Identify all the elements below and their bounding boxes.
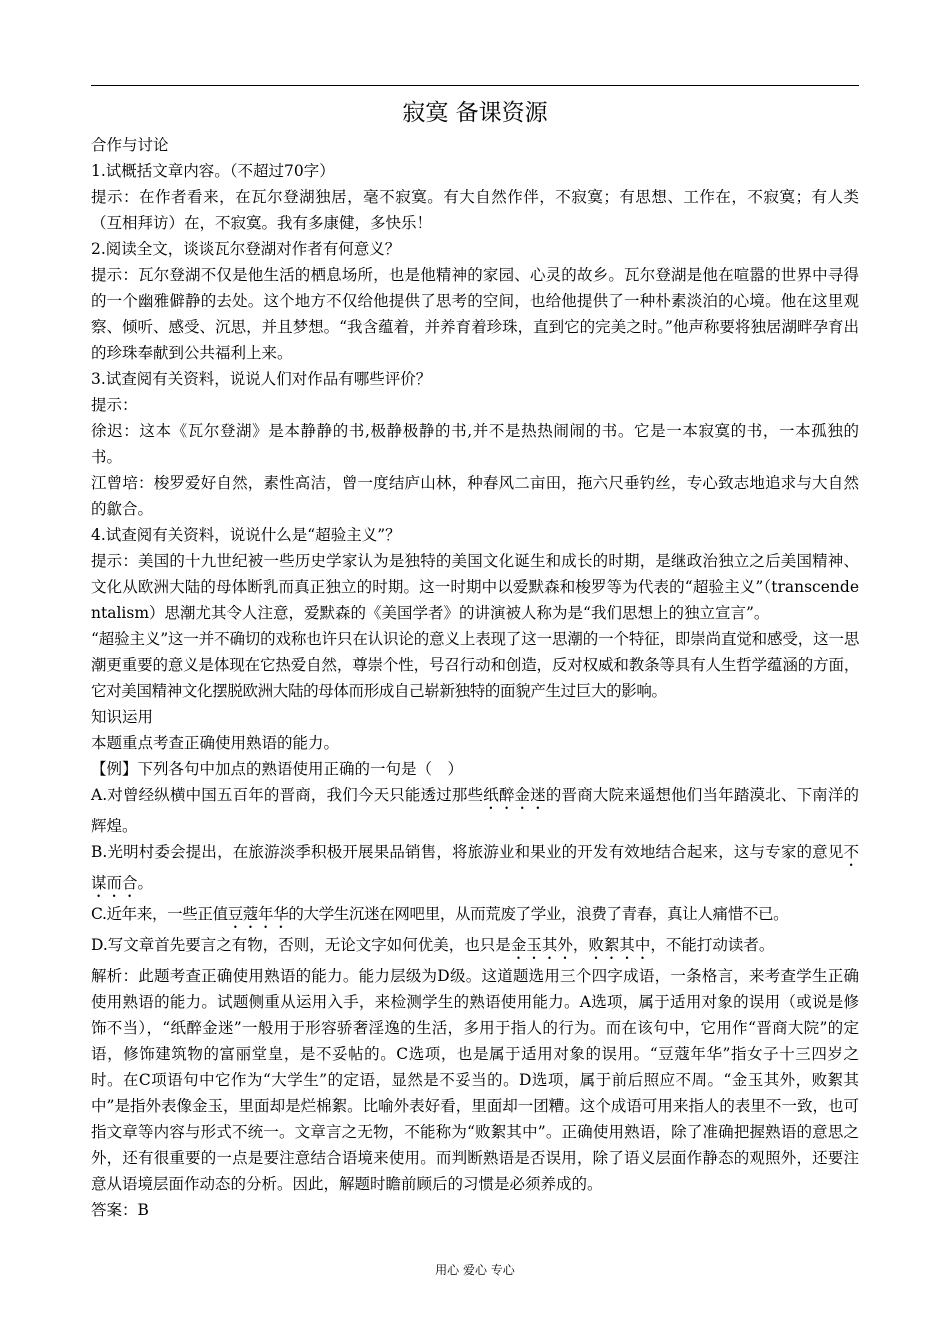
option-c-term: 豆蔻年华: [227, 905, 289, 923]
question-4-more: “超验主义”这一并不确切的戏称也许只在认识论的意义上表现了这一思潮的一个特征，即崇尚直觉和感受，这一思潮更重要的意义是体现在它热爱自然，尊崇个性，号召行动和创造，反对权威和教条等具有人生哲学蕴涵的方面，它对美国精神文化摆脱欧洲大陆的母体而形成自己崭新独特的面貌产生过巨大的影响。: [91, 630, 859, 700]
review-jiang-zengpei: 江曾培：梭罗爱好自然，素性高洁，曾一度结庐山林，种春风二亩田，拖六尺垂钓丝，专心致志地追求与大自然的歙合。: [91, 474, 859, 518]
page-footer: 用心 爱心 专心: [435, 1263, 515, 1277]
question-2-hint: 提示：瓦尔登湖不仅是他生活的栖息场所，也是他精神的家园、心灵的故乡。瓦尔登湖是他在喧嚣的世界中寻得的一个幽雅僻静的去处。这个地方不仅给他提供了思考的空间，也给他提供了一种朴素淡泊的心境。他在这里观察、倾听、感受、沉思，并且梦想。“我含蕴着，并养育着珍珠，直到它的完美之时。”他声称要将独居湖畔孕育出的珍珠奉献到公共福利上来。: [91, 266, 859, 362]
question-3: 3.试查阅有关资料，说说人们对作品有哪些评价？: [91, 370, 432, 388]
question-2: 2.阅读全文，谈谈瓦尔登湖对作者有何意义？: [91, 240, 401, 258]
analysis: 解析：此题考查正确使用熟语的能力。能力层级为D级。这道题选用三个四字成语，一条格言，来考查学生正确使用熟语的能力。试题侧重从运用入手，来检测学生的熟语使用能力。A选项，属于适用对象的误用（或说是修饰不当），“纸醉金迷”一般用于形容骄奢淫逸的生活，多用于指人的行为。而在该句中，它用作“晋商大院”的定语，修饰建筑物的富丽堂皇，是不妥帖的。C选项，也是属于适用对象的误用。“豆蔻年华”指女子十三四岁之时。在C项语句中它作为“大学生”的定语，显然是不妥当的。D选项，属于前后照应不周。“金玉其外，败絮其中”是指外表像金玉，里面却是烂棉絮。比喻外表好看，里面却一团糟。这个成语可用来指人的表里不一致，也可指文章等内容与形式不统一。文章言之无物，不能称为“败絮其中”。正确使用熟语，除了准确把握熟语的意思之外，还有很重要的一点是要注意结合语境来使用。而判断熟语是否误用，除了语义层面作静态的观照外，还要注意从语境层面作动态的分析。因此，解题时瞻前顾后的习惯是必须养成的。: [91, 967, 859, 1193]
header-rule: [91, 85, 859, 86]
option-b: [91, 839, 859, 901]
document-body: [91, 98, 859, 1223]
question-3-hint-label: 提示：: [91, 396, 138, 414]
document-title: 寂寞 备课资源: [402, 100, 548, 126]
section-heading-application: 知识运用: [91, 708, 154, 726]
option-c-pre: C.近年来，一些正值: [91, 905, 228, 923]
option-d-term: 金玉其外，败絮其中: [510, 936, 651, 954]
review-xu-chi: 徐迟：这本《瓦尔登湖》是本静静的书,极静极静的书,并不是热热闹闹的书。它是一本寂寞的书，一本孤独的书。: [91, 422, 859, 466]
answer: 答案：B: [91, 1201, 149, 1219]
question-1-hint: 提示：在作者看来，在瓦尔登湖独居，毫不寂寞。有大自然作伴，不寂寞；有思想、工作在，不寂寞；有人类（互相拜访）在，不寂寞。我有多康健，多快乐！: [91, 188, 859, 232]
example-stem: 【例】下列各句中加点的熟语使用正确的一句是（ ）: [91, 760, 464, 778]
option-c: [91, 901, 859, 932]
option-b-term: 不谋而合: [91, 843, 859, 892]
option-b-post: 。: [137, 874, 154, 892]
option-a-term: 纸醉金迷: [483, 786, 546, 804]
section-heading-discussion: 合作与讨论: [91, 136, 169, 154]
option-a-post: 的晋商大院来遥想他们当年踏漠北、下南洋的辉煌。: [91, 786, 859, 835]
question-4-hint: 提示：美国的十九世纪被一些历史学家认为是独特的美国文化诞生和成长的时期，是继政治独立之后美国精神、文化从欧洲大陆的母体断乳而真正独立的时期。这一时期中以爱默森和梭罗等为代表的“超验主义”（transcendentalism）思潮尤其令人注意，爱默森的《美国学者》的讲演被人称为是“我们思想上的独立宣言”。: [91, 552, 859, 622]
option-c-post: 的大学生沉迷在网吧里，从而荒废了学业，浪费了青春，真让人痛惜不已。: [288, 905, 789, 923]
option-d: [91, 932, 859, 963]
question-4: 4.试查阅有关资料，说说什么是“超验主义”？: [91, 526, 401, 544]
option-a-pre: A.对曾经纵横中国五百年的晋商，我们今天只能透过那些: [91, 786, 484, 804]
option-d-pre: D.写文章首先要言之有物，否则，无论文字如何优美，也只是: [91, 936, 511, 954]
option-a: [91, 782, 859, 839]
section-intro: 本题重点考查正确使用熟语的能力。: [91, 734, 340, 752]
question-1: 1.试概括文章内容。（不超过70字）: [91, 162, 335, 180]
option-b-pre: B.光明村委会提出，在旅游淡季积极开展果品销售，将旅游业和果业的开发有效地结合起来，这与专家的意见: [91, 843, 844, 861]
option-d-post: ，不能打动读者。: [650, 936, 775, 954]
